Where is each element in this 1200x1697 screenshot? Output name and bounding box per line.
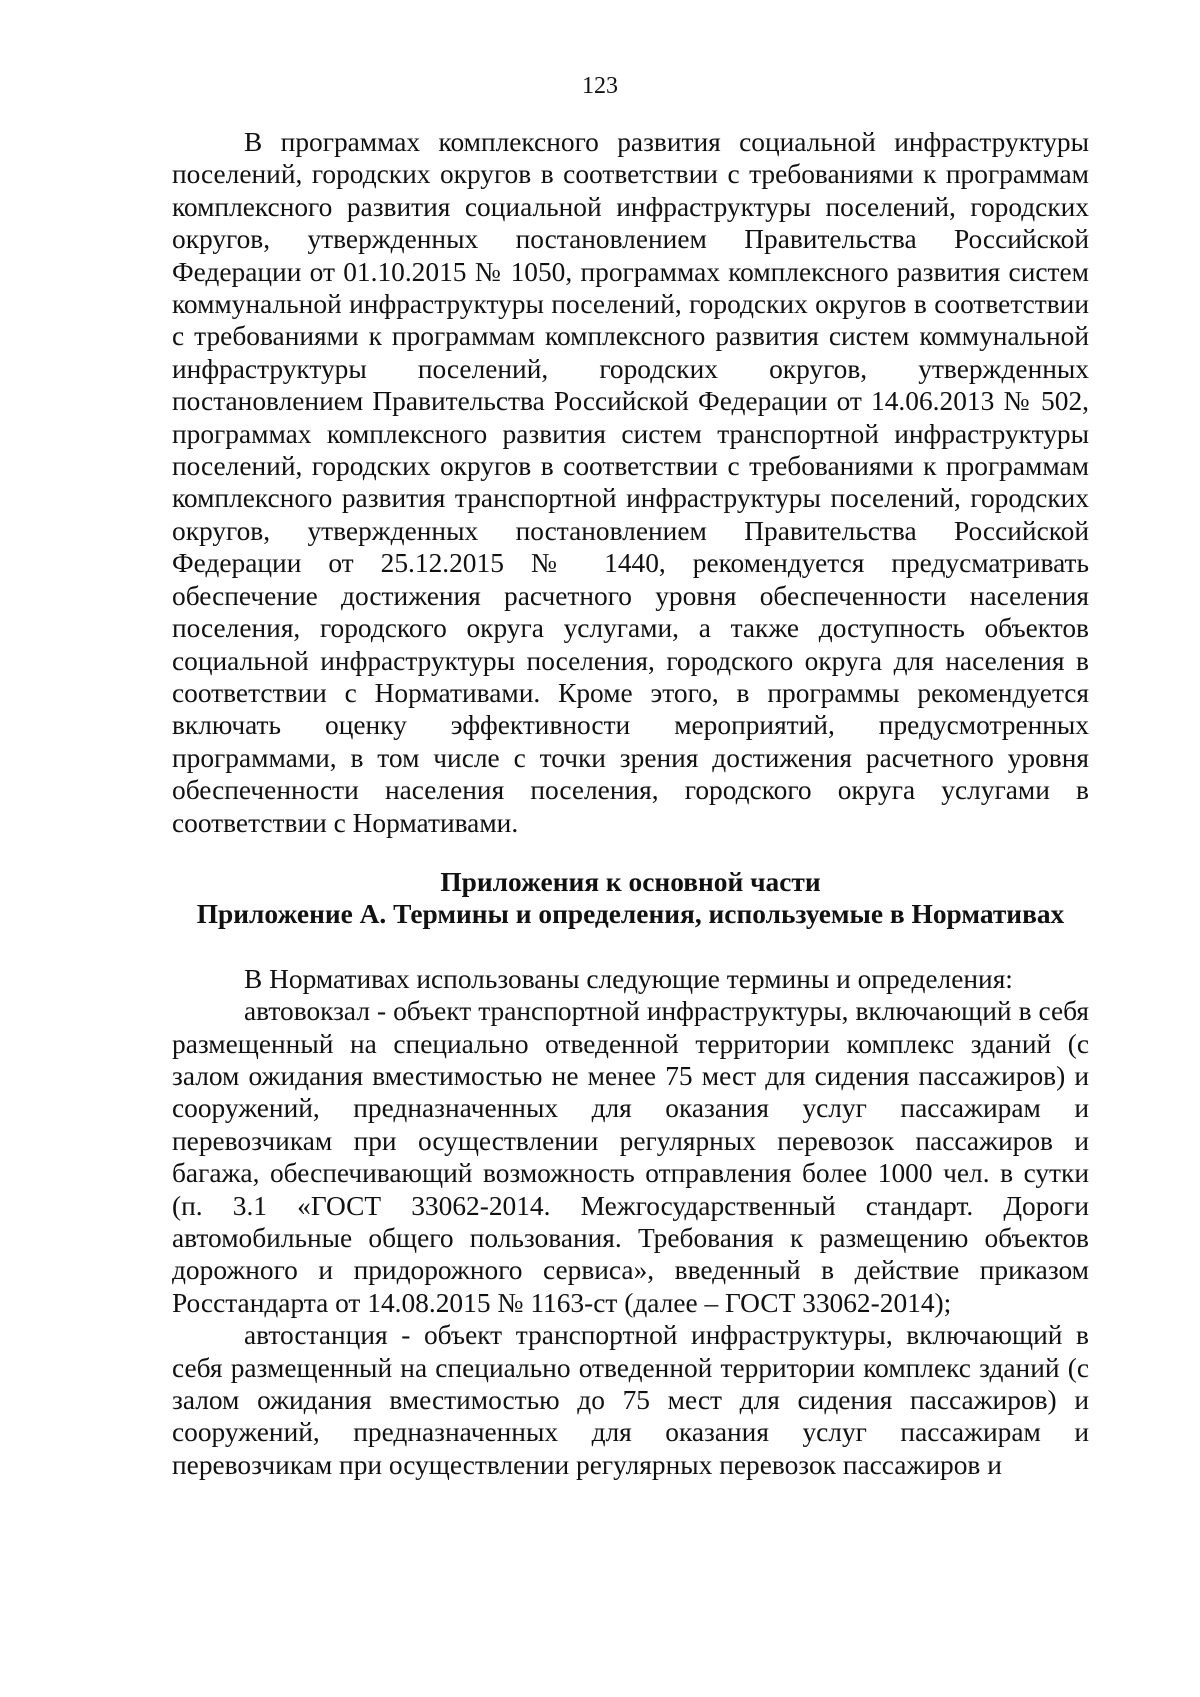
page-body — [172, 126, 1089, 1481]
paragraph-programs: В программах комплексного развития социальной инфраструктуры поселений, городских округов в соответствии с требованиями к программам комплексного развития социальной инфраструктуры поселений, городских округов, утвержденных постановлением Правительства Российской Федерации от 01.10.2015 № 1050, программах комплексного развития систем коммунальной инфраструктуры поселений, городских округов в соответствии с требованиями к программам комплексного развития систем коммунальной инфраструктуры поселений, городских округов, утвержденных постановлением Правительства Российской Федерации от 14.06.2013 № 502, программах комплексного развития систем транспортной инфраструктуры поселений, городских округов в соответствии с требованиями к программам комплексного развития транспортной инфраструктуры поселений, городских округов, утвержденных постановлением Правительства Российской Федерации от 25.12.2015 № 1440, рекомендуется предусматривать обеспечение достижения расчетного уровня обеспеченности населения поселения, городского округа услугами, а также доступность объектов социальной инфраструктуры поселения, городского округа для населения в соответствии с Нормативами. Кроме этого, в программы рекомендуется включать оценку эффективности мероприятий, предусмотренных программами, в том числе с точки зрения достижения расчетного уровня обеспеченности населения поселения, городского округа услугами в соответствии с Нормативами. — [172, 127, 1089, 838]
term-avtostanciya: автостанция - объект транспортной инфраструктуры, включающий в себя размещенный на специально отведенной территории комплекс зданий (с залом ожидания вместимостью до 75 мест для сидения пассажиров) и сооружений, предназначенных для оказания услуг пассажирам и перевозчикам при осуществлении регулярных перевозок пассажиров и — [172, 1320, 1089, 1480]
spacer — [172, 931, 1089, 963]
page-number: 123 — [582, 73, 618, 99]
paragraph-intro: В Нормативах использованы следующие термины и определения: — [244, 963, 1013, 994]
spacer — [172, 839, 1089, 866]
term-avtovokzal: автовокзал - объект транспортной инфраструктуры, включающий в себя размещенный на специально отведенной территории комплекс зданий (с залом ожидания вместимостью не менее 75 мест для сидения пассажиров) и сооружений, предназначенных для оказания услуг пассажирам и перевозчикам при осуществлении регулярных перевозок пассажиров и багажа, обеспечивающий возможность отправления более 1000 чел. в сутки (п. 3.1 «ГОСТ 33062-2014. Межгосударственный стандарт. Дороги автомобильные общего пользования. Требования к размещению объектов дорожного и придорожного сервиса», введенный в действие приказом Росстандарта от 14.08.2015 № 1163-ст (далее – ГОСТ 33062-2014); — [172, 996, 1089, 1318]
section-heading: Приложения к основной части — [440, 866, 821, 897]
appendix-heading: Приложение А. Термины и определения, используемые в Нормативах — [196, 899, 1065, 930]
